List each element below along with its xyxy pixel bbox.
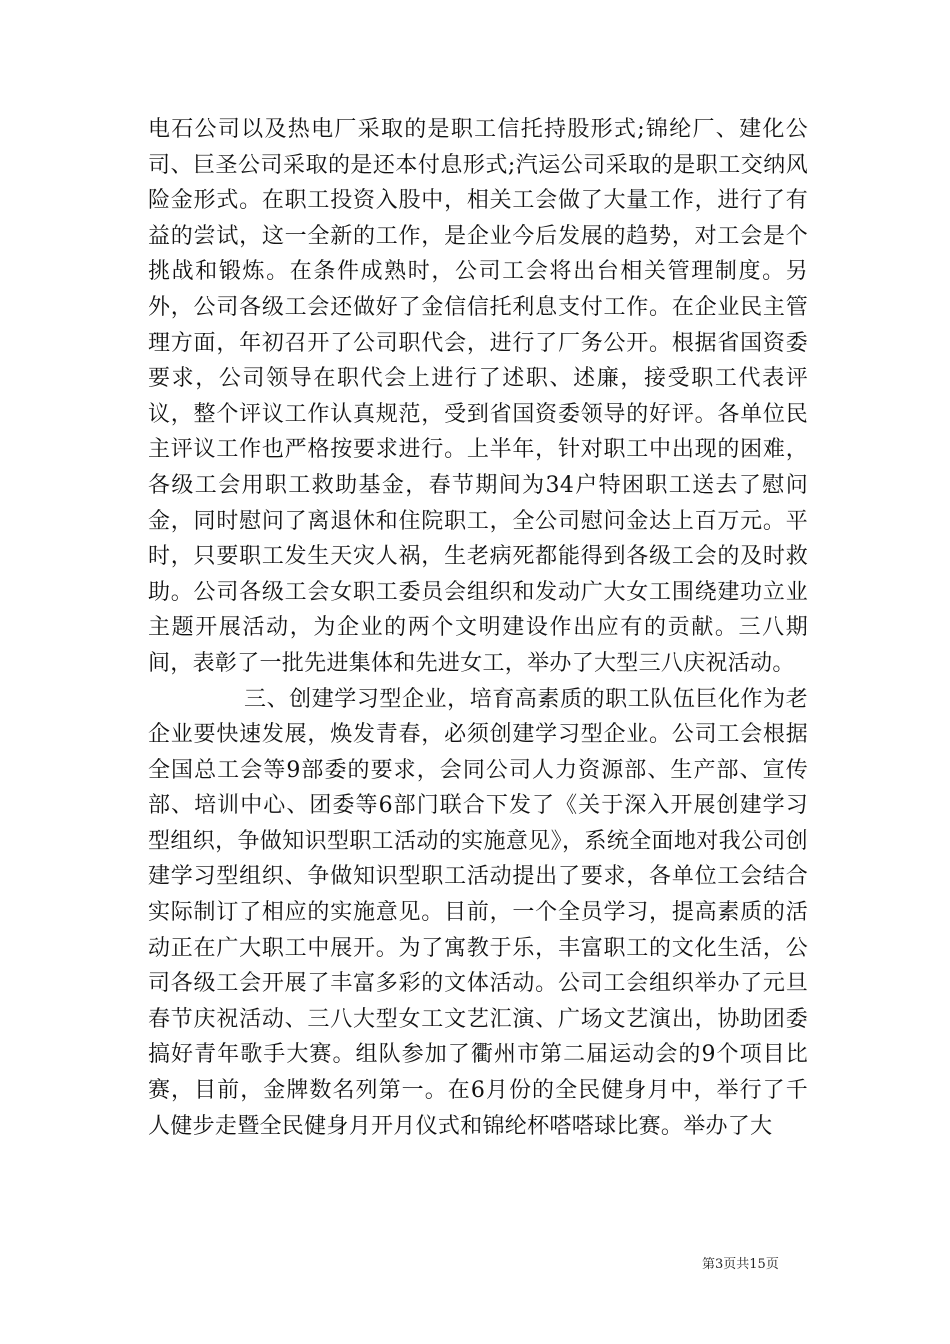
page-number-footer: 第3页共15页 <box>702 1257 779 1272</box>
body-text <box>148 112 808 1144</box>
paragraph-1: 电石公司以及热电厂采取的是职工信托持股形式;锦纶厂、建化公司、巨圣公司采取的是还本付息形式;汽运公司采取的是职工交纳风险金形式。在职工投资入股中，相关工会做了大量工作，进行了有益的尝试，这一全新的工作，是企业今后发展的趋势，对工会是个挑战和锻炼。在条件成熟时，公司工会将出台相关管理制度。另外，公司各级工会还做好了金信信托利息支付工作。在企业民主管理方面，年初召开了公司职代会，进行了厂务公开。根据省国资委要求，公司领导在职代会上进行了述职、述廉，接受职工代表评议，整个评议工作认真规范，受到省国资委领导的好评。各单位民主评议工作也严格按要求进行。上半年，针对职工中出现的困难，各级工会用职工救助基金，春节期间为34户特困职工送去了慰问金，同时慰问了离退休和住院职工，全公司慰问金达上百万元。平时，只要职工发生天灾人祸，生老病死都能得到各级工会的及时救助。公司各级工会女职工委员会组织和发动广大女工围绕建功立业主题开展活动，为企业的两个文明建设作出应有的贡献。三八期间，表彰了一批先进集体和先进女工，举办了大型三八庆祝活动。 <box>148 117 808 676</box>
paragraph-2: 三、创建学习型企业，培育高素质的职工队伍巨化作为老企业要快速发展，焕发青春，必须创建学习型企业。公司工会根据全国总工会等9部委的要求，会同公司人力资源部、生产部、宣传部、培训中心、团委等6部门联合下发了《关于深入开展创建学习型组织，争做知识型职工活动的实施意见》，系统全面地对我公司创建学习型组织、争做知识型职工活动提出了要求，各单位工会结合实际制订了相应的实施意见。目前，一个全员学习，提高素质的活动正在广大职工中展开。为了寓教于乐，丰富职工的文化生活，公司各级工会开展了丰富多彩的文体活动。公司工会组织举办了元旦春节庆祝活动、三八大型女工文艺汇演、广场文艺演出，协助团委搞好青年歌手大赛。组队参加了衢州市第二届运动会的9个项目比赛，目前，金牌数名列第一。在6月份的全民健身月中，举行了千人健步走暨全民健身月开月仪式和锦纶杯嗒嗒球比赛。举办了大 <box>148 686 808 1139</box>
